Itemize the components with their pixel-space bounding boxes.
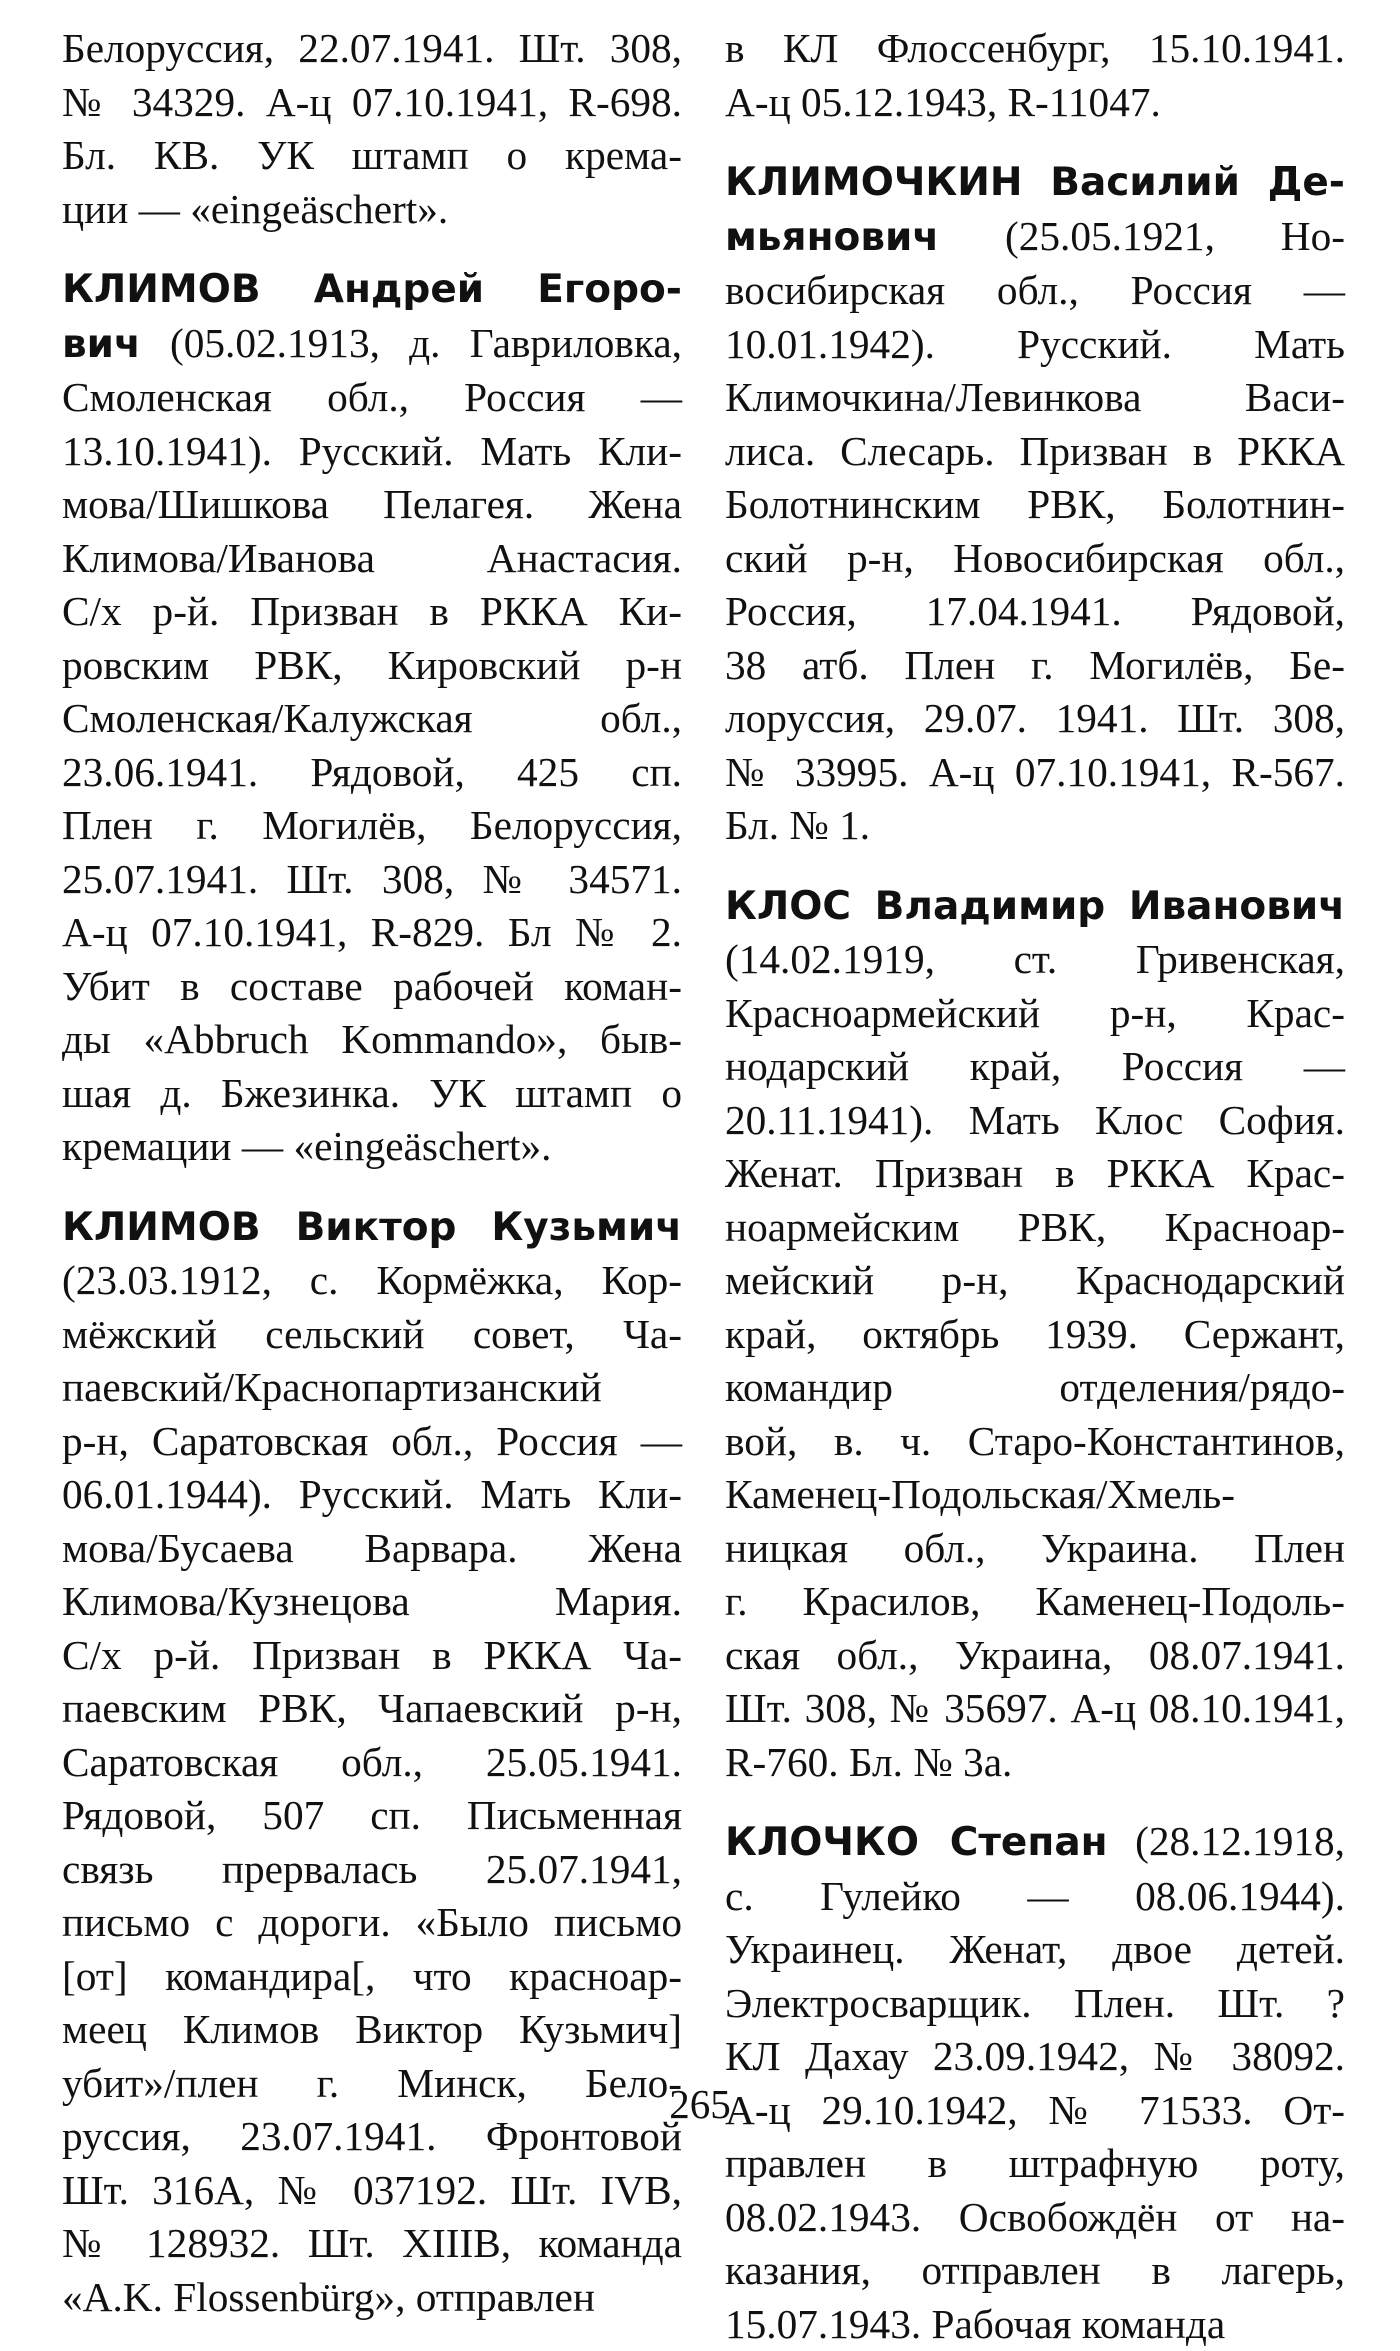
text-line: письмо с дороги. «Было письмо: [62, 1896, 682, 1950]
right-column: [725, 22, 1345, 2351]
text-line: Смоленская обл., Россия —: [62, 371, 682, 425]
text-line: (23.03.1912, с. Кормёжка, Кор-: [62, 1254, 682, 1308]
text-line: № 33995. А-ц 07.10.1941, R-567.: [725, 746, 1345, 800]
text-line: Климочкина/Левинкова Васи-: [725, 371, 1345, 425]
line-text: (05.02.1913, д. Гавриловка,: [141, 320, 682, 366]
text-line: с. Гулейко — 08.06.1944).: [725, 1870, 1345, 1924]
text-line: Электросварщик. Плен. Шт. ?: [725, 1977, 1345, 2031]
text-line: 13.10.1941). Русский. Мать Кли-: [62, 425, 682, 479]
text-line: Бл. КВ. УК штамп о крема-: [62, 129, 682, 183]
entry-gap: [725, 129, 1345, 155]
entry-name-text: КЛИМОВ Виктор Кузьмич: [62, 1205, 682, 1250]
text-line: восибирская обл., Россия —: [725, 264, 1345, 318]
text-line: нодарский край, Россия —: [725, 1040, 1345, 1094]
text-line: кремации — «eingeäschert».: [62, 1120, 682, 1174]
text-line: р-н, Саратовская обл., Россия —: [62, 1415, 682, 1469]
text-line: ский р-н, Новосибирская обл.,: [725, 532, 1345, 586]
bold-fragment: мьянович: [725, 215, 939, 260]
line-text: (25.05.1921, Но-: [939, 213, 1345, 259]
text-line: 06.01.1944). Русский. Мать Кли-: [62, 1468, 682, 1522]
text-line: вой, в. ч. Старо-Константинов,: [725, 1415, 1345, 1469]
text-line: Климова/Кузнецова Мария.: [62, 1575, 682, 1629]
text-line: (14.02.1919, ст. Гривенская,: [725, 933, 1345, 987]
text-line: паевским РВК, Чапаевский р-н,: [62, 1682, 682, 1736]
text-line: г. Красилов, Каменец-Подоль-: [725, 1575, 1345, 1629]
entry-name: [62, 262, 682, 317]
text-line: А-ц 05.12.1943, R-11047.: [725, 76, 1345, 130]
text-line: командир отделения/рядо-: [725, 1361, 1345, 1415]
text-line: Климова/Иванова Анастасия.: [62, 532, 682, 586]
text-line: Плен г. Могилёв, Белоруссия,: [62, 799, 682, 853]
entry-name: [725, 155, 1345, 210]
text-line: паевский/Краснопартизанский: [62, 1361, 682, 1415]
text-line: меец Климов Виктор Кузьмич]: [62, 2003, 682, 2057]
text-line: Саратовская обл., 25.05.1941.: [62, 1736, 682, 1790]
text-line: А-ц 07.10.1941, R-829. Бл № 2.: [62, 906, 682, 960]
text-line: С/х р-й. Призван в РККА Ча-: [62, 1629, 682, 1683]
entry: [725, 22, 1345, 129]
entry-gap: [725, 1789, 1345, 1815]
text-line: Украинец. Женат, двое детей.: [725, 1923, 1345, 1977]
text-line: [725, 1815, 1345, 1870]
text-line: 23.06.1941. Рядовой, 425 сп.: [62, 746, 682, 800]
entry: [725, 155, 1345, 853]
text-line: мейский р-н, Краснодарский: [725, 1254, 1345, 1308]
text-line: Каменец-Подольская/Хмель-: [725, 1468, 1345, 1522]
entry-gap: [725, 853, 1345, 879]
text-line: руссия, 23.07.1941. Фронтовой: [62, 2110, 682, 2164]
text-line: [от] командира[, что красноар-: [62, 1950, 682, 2004]
text-line: 10.01.1942). Русский. Мать: [725, 318, 1345, 372]
text-line: ноармейским РВК, Красноар-: [725, 1201, 1345, 1255]
text-line: правлен в штрафную роту,: [725, 2137, 1345, 2191]
text-line: Россия, 17.04.1941. Рядовой,: [725, 585, 1345, 639]
text-line: Женат. Призван в РККА Крас-: [725, 1147, 1345, 1201]
entry-name-text: КЛИМОВ Андрей Егоро-: [62, 267, 682, 312]
text-line: Рядовой, 507 сп. Письменная: [62, 1789, 682, 1843]
text-line: ции — «eingeäschert».: [62, 183, 682, 237]
text-line: Красноармейский р-н, Крас-: [725, 987, 1345, 1041]
entry-gap: [62, 1174, 682, 1200]
bold-fragment: КЛОЧКО Степан: [725, 1820, 1108, 1865]
entry: [62, 262, 682, 1174]
bold-fragment: вич: [62, 322, 141, 367]
text-line: мёжский сельский совет, Ча-: [62, 1308, 682, 1362]
text-line: мова/Шишкова Пелагея. Жена: [62, 478, 682, 532]
text-line: № 34329. А-ц 07.10.1941, R-698.: [62, 76, 682, 130]
text-line: С/х р-й. Призван в РККА Ки-: [62, 585, 682, 639]
text-line: в КЛ Флоссенбург, 15.10.1941.: [725, 22, 1345, 76]
text-line: связь прервалась 25.07.1941,: [62, 1843, 682, 1897]
entry-name-text: КЛИМОЧКИН Василий Де-: [725, 160, 1345, 205]
left-column: [62, 22, 682, 2324]
text-line: лиса. Слесарь. Призван в РККА: [725, 425, 1345, 479]
text-line: ровским РВК, Кировский р-н: [62, 639, 682, 693]
text-line: ницкая обл., Украина. Плен: [725, 1522, 1345, 1576]
entry: [62, 1200, 682, 2325]
text-line: 15.07.1943. Рабочая команда: [725, 2298, 1345, 2351]
text-line: Шт. 316A, № 037192. Шт. IVB,: [62, 2164, 682, 2218]
text-line: шая д. Бжезинка. УК штамп о: [62, 1067, 682, 1121]
text-line: 38 атб. Плен г. Могилёв, Бе-: [725, 639, 1345, 693]
text-line: № 128932. Шт. XIIIB, команда: [62, 2217, 682, 2271]
text-line: Бл. № 1.: [725, 799, 1345, 853]
text-line: казания, отправлен в лагерь,: [725, 2244, 1345, 2298]
text-line: Шт. 308, № 35697. А-ц 08.10.1941,: [725, 1682, 1345, 1736]
entry: [62, 22, 682, 236]
entry-name: [62, 1200, 682, 1255]
text-line: Смоленская/Калужская обл.,: [62, 692, 682, 746]
entry-gap: [62, 236, 682, 262]
page-number: 265: [0, 2080, 1400, 2128]
entry-name: [725, 879, 1345, 934]
text-line: мова/Бусаева Варвара. Жена: [62, 1522, 682, 1576]
text-line: Белоруссия, 22.07.1941. Шт. 308,: [62, 22, 682, 76]
text-line: убит»/плен г. Минск, Бело-: [62, 2057, 682, 2111]
text-line: ская обл., Украина, 08.07.1941.: [725, 1629, 1345, 1683]
entry: [725, 879, 1345, 1790]
text-line: лоруссия, 29.07. 1941. Шт. 308,: [725, 692, 1345, 746]
text-line: А-ц 29.10.1942, № 71533. От-: [725, 2084, 1345, 2138]
text-line: край, октябрь 1939. Сержант,: [725, 1308, 1345, 1362]
text-line: КЛ Дахау 23.09.1942, № 38092.: [725, 2030, 1345, 2084]
text-line: Болотнинским РВК, Болотнин-: [725, 478, 1345, 532]
text-line: ды «Abbruch Kommando», быв-: [62, 1013, 682, 1067]
text-line: R-760. Бл. № 3а.: [725, 1736, 1345, 1790]
text-line: 25.07.1941. Шт. 308, № 34571.: [62, 853, 682, 907]
text-line: [62, 317, 682, 372]
entry-name-text: КЛОС Владимир Иванович: [725, 884, 1345, 929]
text-line: [725, 210, 1345, 265]
text-line: Убит в составе рабочей коман-: [62, 960, 682, 1014]
text-line: 20.11.1941). Мать Клос София.: [725, 1094, 1345, 1148]
line-text: (28.12.1918,: [1108, 1818, 1345, 1864]
text-line: 08.02.1943. Освобождён от на-: [725, 2191, 1345, 2245]
text-line: «A.K. Flossenbürg», отправлен: [62, 2271, 682, 2325]
